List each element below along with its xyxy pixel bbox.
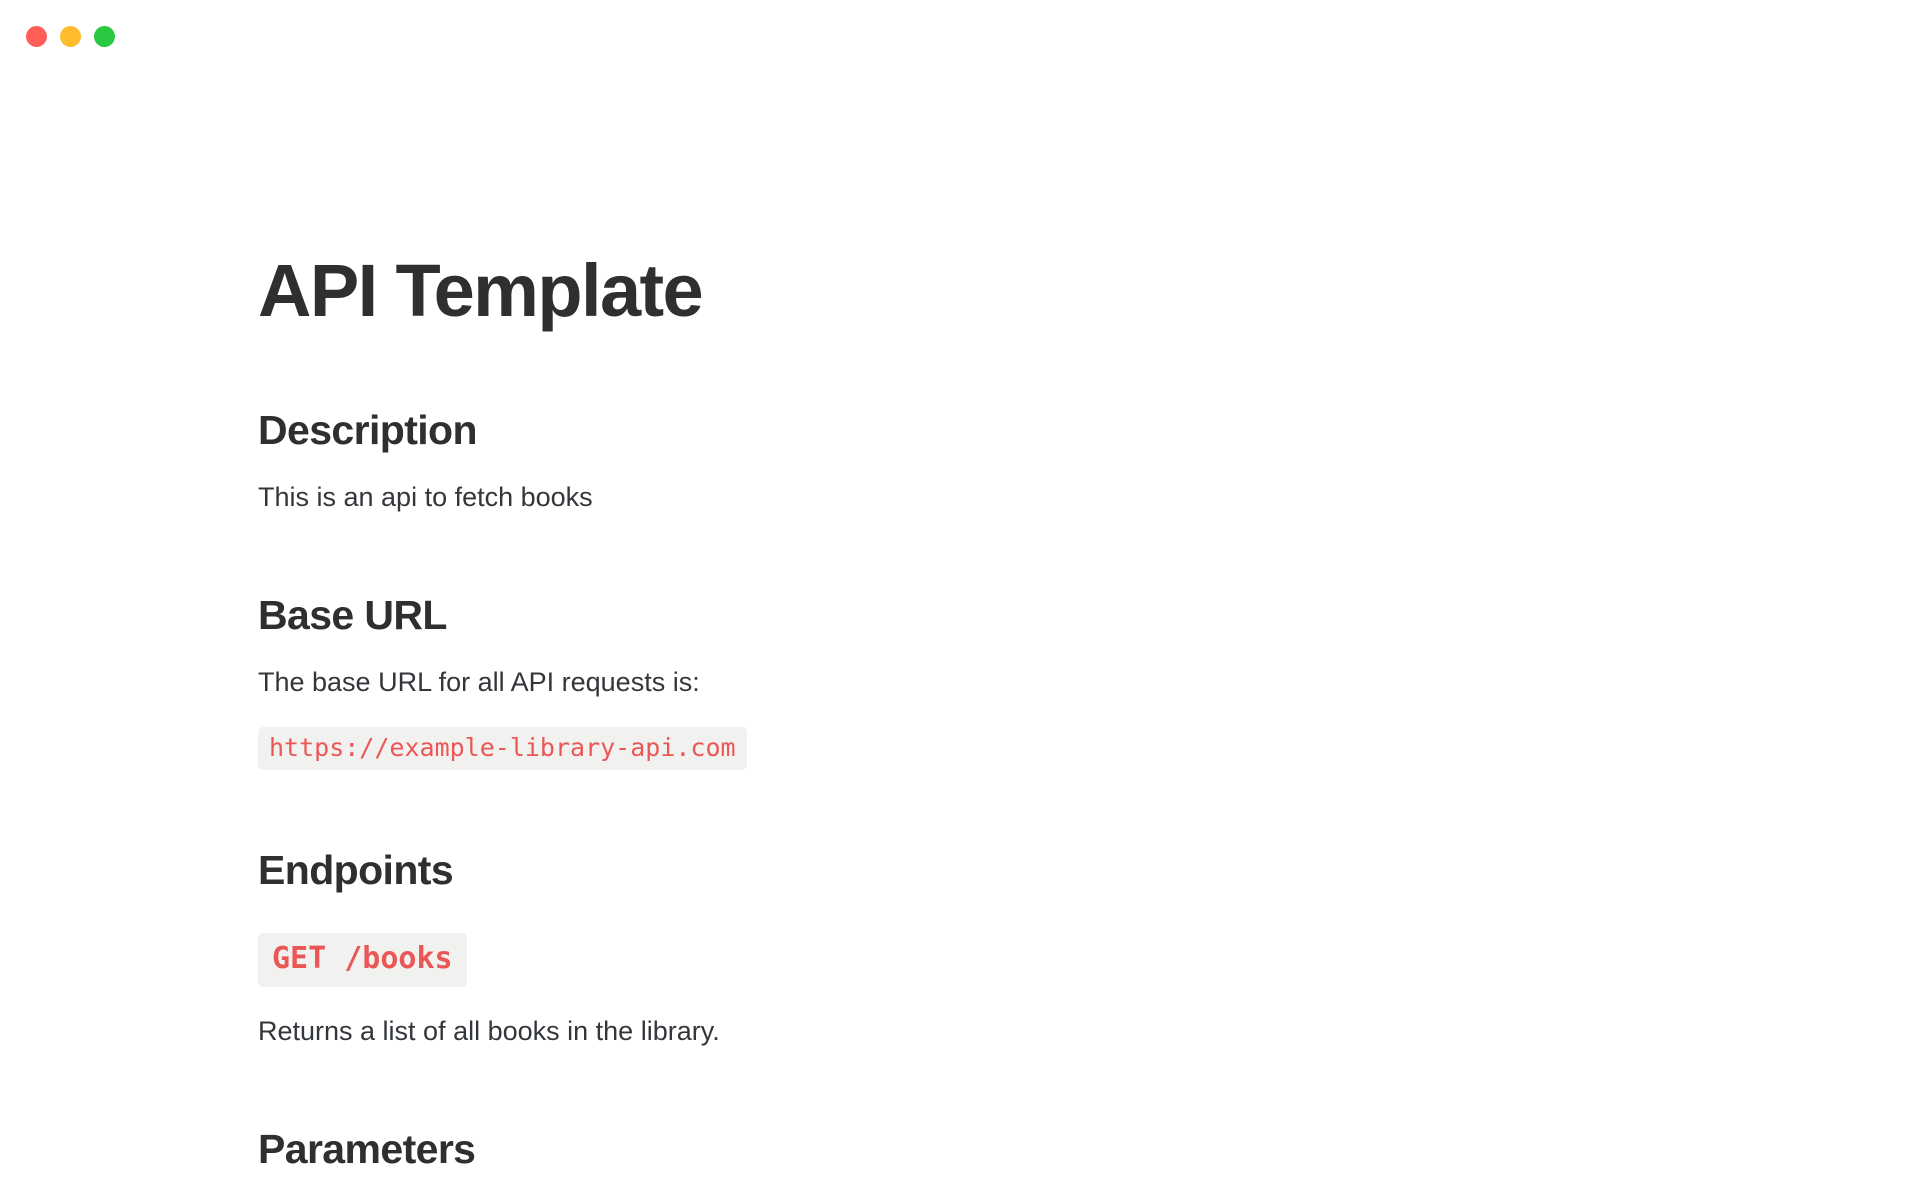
endpoint-get-books[interactable]: GET /books xyxy=(258,933,467,987)
base-url-code[interactable]: https://example-library-api.com xyxy=(258,727,747,770)
section-heading-parameters[interactable]: Parameters xyxy=(258,1126,476,1173)
section-text-description[interactable]: This is an api to fetch books xyxy=(258,481,593,512)
document-body xyxy=(0,72,1920,1173)
page-title[interactable]: API Template xyxy=(258,249,703,332)
close-window-button[interactable] xyxy=(26,26,47,47)
section-heading-endpoints[interactable]: Endpoints xyxy=(258,847,454,893)
section-heading-base-url[interactable]: Base URL xyxy=(258,592,447,639)
section-text-base-url[interactable]: The base URL for all API requests is: xyxy=(258,667,700,698)
minimize-window-button[interactable] xyxy=(60,26,81,47)
section-text-endpoints[interactable]: Returns a list of all books in the library. xyxy=(258,1015,720,1046)
section-heading-description[interactable]: Description xyxy=(258,406,477,453)
zoom-window-button[interactable] xyxy=(94,26,115,47)
window-titlebar xyxy=(0,0,1920,72)
